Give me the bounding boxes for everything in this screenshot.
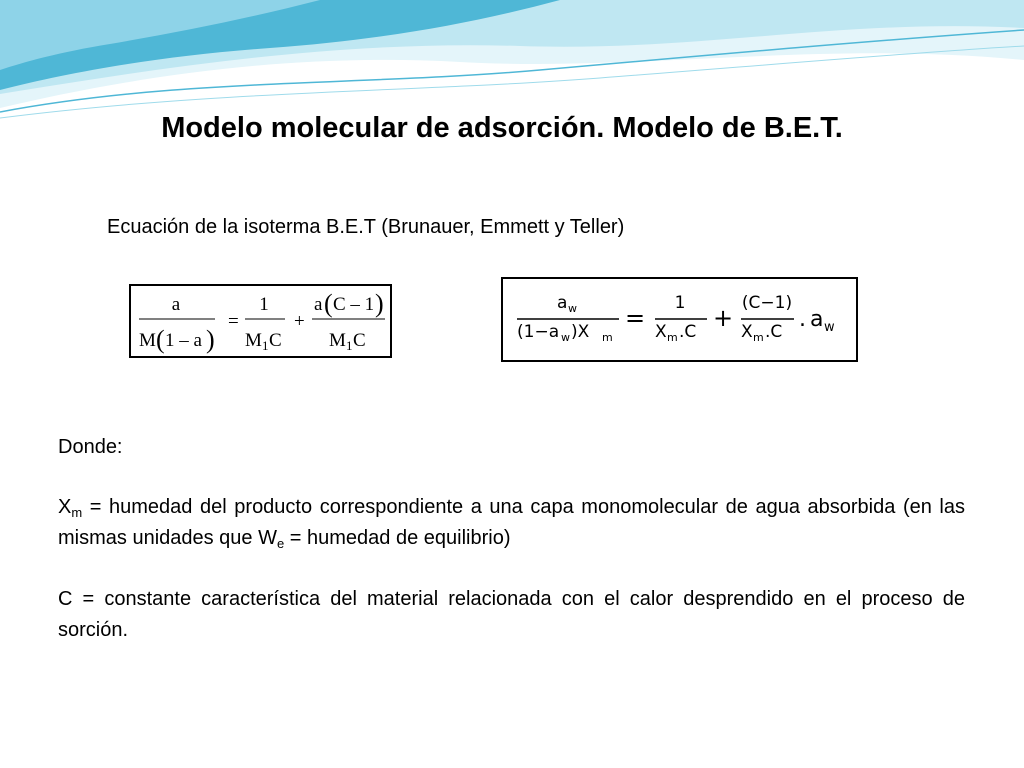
eq1-term1-den-m: M (245, 330, 262, 351)
we-description: = humedad de equilibrio) (284, 527, 511, 549)
eq1-lhs-paren-open: ( (156, 325, 165, 354)
eq2-lhs-den-xsub: m (602, 331, 613, 344)
we-symbol: W (258, 527, 277, 549)
xm-symbol: X (58, 496, 72, 518)
eq2-term1-den-x: X (655, 322, 667, 342)
eq2-equals: = (625, 304, 646, 332)
eq1-equals: = (228, 311, 239, 332)
definitions-heading: Donde: (58, 436, 123, 458)
eq1-plus: + (294, 311, 305, 332)
eq2-plus: + (713, 304, 734, 332)
eq2-lhs-den-sub: w (561, 331, 570, 344)
eq2-tail-a: a (810, 307, 824, 332)
eq1-term2-paren-close: ) (375, 289, 384, 318)
eq2-tail-sub: w (824, 320, 835, 335)
eq2-term2-den-c: .C (765, 322, 783, 342)
eq2-lhs-num-a: a (557, 293, 568, 313)
eq2-lhs-den-x: )X (571, 322, 590, 342)
eq1-term2-paren-open: ( (324, 289, 333, 318)
eq2-term1-den-sub: m (667, 331, 678, 344)
eq1-lhs-den-m: M (139, 330, 156, 351)
eq1-term2-den-m: M (329, 330, 346, 351)
eq1-term1-den-sub: 1 (262, 338, 269, 353)
xm-subscript: m (71, 505, 83, 520)
eq1-term2-den-c: C (353, 330, 366, 351)
xm-description: = humedad del producto correspondiente a una capa monomolecular de agua absorbida (en las mismas unidades que (58, 496, 965, 549)
eq1-term2-den-sub: 1 (346, 338, 353, 353)
eq1-term2-num-inner: C – 1 (333, 294, 375, 315)
slide-subtitle: Ecuación de la isoterma B.E.T (Brunauer, Emmett y Teller) (107, 216, 625, 238)
eq2-lhs-num-sub: w (568, 302, 577, 315)
eq1-term1-numerator: 1 (259, 294, 269, 315)
eq2-term2-den-sub: m (753, 331, 764, 344)
we-subscript: e (277, 536, 285, 551)
eq2-term1-den-c: .C (679, 322, 697, 342)
eq1-lhs-den-inner: 1 – a (165, 330, 202, 351)
eq1-lhs-paren-close: ) (206, 325, 215, 354)
bet-equation-classic (129, 284, 392, 358)
eq2-multiply-dot: . (799, 307, 806, 332)
c-definition: C = constante característica del material relacionada con el calor desprendido en el proceso de sorción. (58, 588, 965, 641)
eq1-term2-num-a: a (314, 294, 323, 315)
slide-title: Modelo molecular de adsorción. Modelo de B.E.T. (161, 112, 843, 144)
bet-equation-modern (501, 277, 858, 362)
eq2-term1-numerator: 1 (674, 293, 686, 313)
eq2-term2-den-x: X (741, 322, 753, 342)
eq1-lhs-numerator: a (171, 294, 181, 315)
xm-definition (58, 492, 965, 554)
eq2-lhs-den-a: (1−a (517, 322, 560, 342)
eq1-term1-den-c: C (269, 330, 282, 351)
header-wave-decoration (0, 0, 1024, 130)
eq2-term2-numerator: (C−1) (741, 293, 793, 313)
